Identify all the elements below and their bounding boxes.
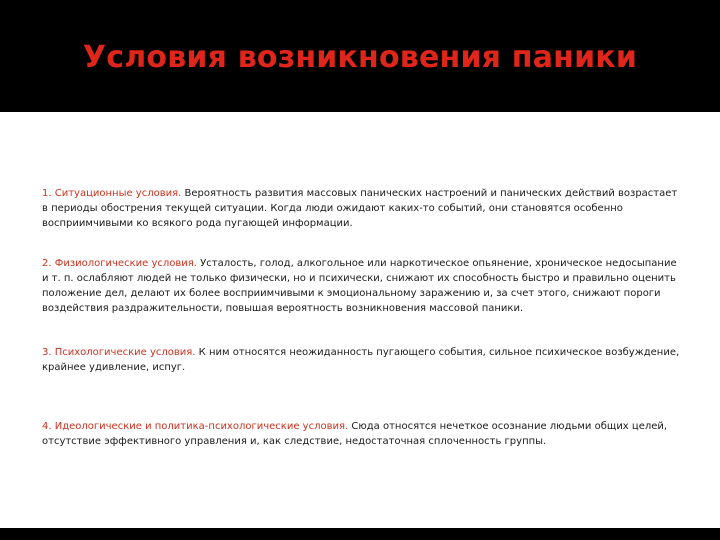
condition-text: Сюда относятся нечеткое осознание людьми общих целей, отсутствие эффективного управления и, как следствие, недостаточная сплоченность группы. [42, 421, 668, 447]
condition-item-4 [42, 419, 680, 449]
condition-text: Вероятность развития массовых панических настроений и панических действий возрастает в периоды обострения текущей ситуации. Когда люди ожидают каких-то событий, они становятся особенно восприимчивыми ко всякого рода пугающей информации. [42, 188, 678, 229]
condition-item-2 [42, 256, 680, 316]
condition-heading: 2. Физиологические условия. [42, 258, 197, 269]
bottom-bar [0, 528, 720, 540]
condition-text: К ним относятся неожиданность пугающего события, сильное психическое возбуждение, крайнее удивление, испуг. [42, 347, 680, 373]
content-area [0, 112, 720, 528]
title-bar [0, 0, 720, 112]
condition-heading: 4. Идеологические и политика-психологические условия. [42, 421, 349, 432]
condition-item-3 [42, 345, 680, 375]
slide-title: Условия возникновения паники [82, 40, 638, 75]
condition-text: Усталость, голод, алкогольное или наркотическое опьянение, хроническое недосыпание и т. п. ослабляют людей не только физически, но и психически, снижают их способность быстро и правильно оценить положение дел, делают их более восприимчивыми к эмоциональному заражению и, за счет этого, снижают пороги воздействия раздражительности, повышая вероятность возникновения массовой паники. [42, 258, 677, 314]
condition-heading: 1. Ситуационные условия. [42, 188, 182, 199]
condition-heading: 3. Психологические условия. [42, 347, 196, 358]
condition-item-1 [42, 186, 680, 231]
